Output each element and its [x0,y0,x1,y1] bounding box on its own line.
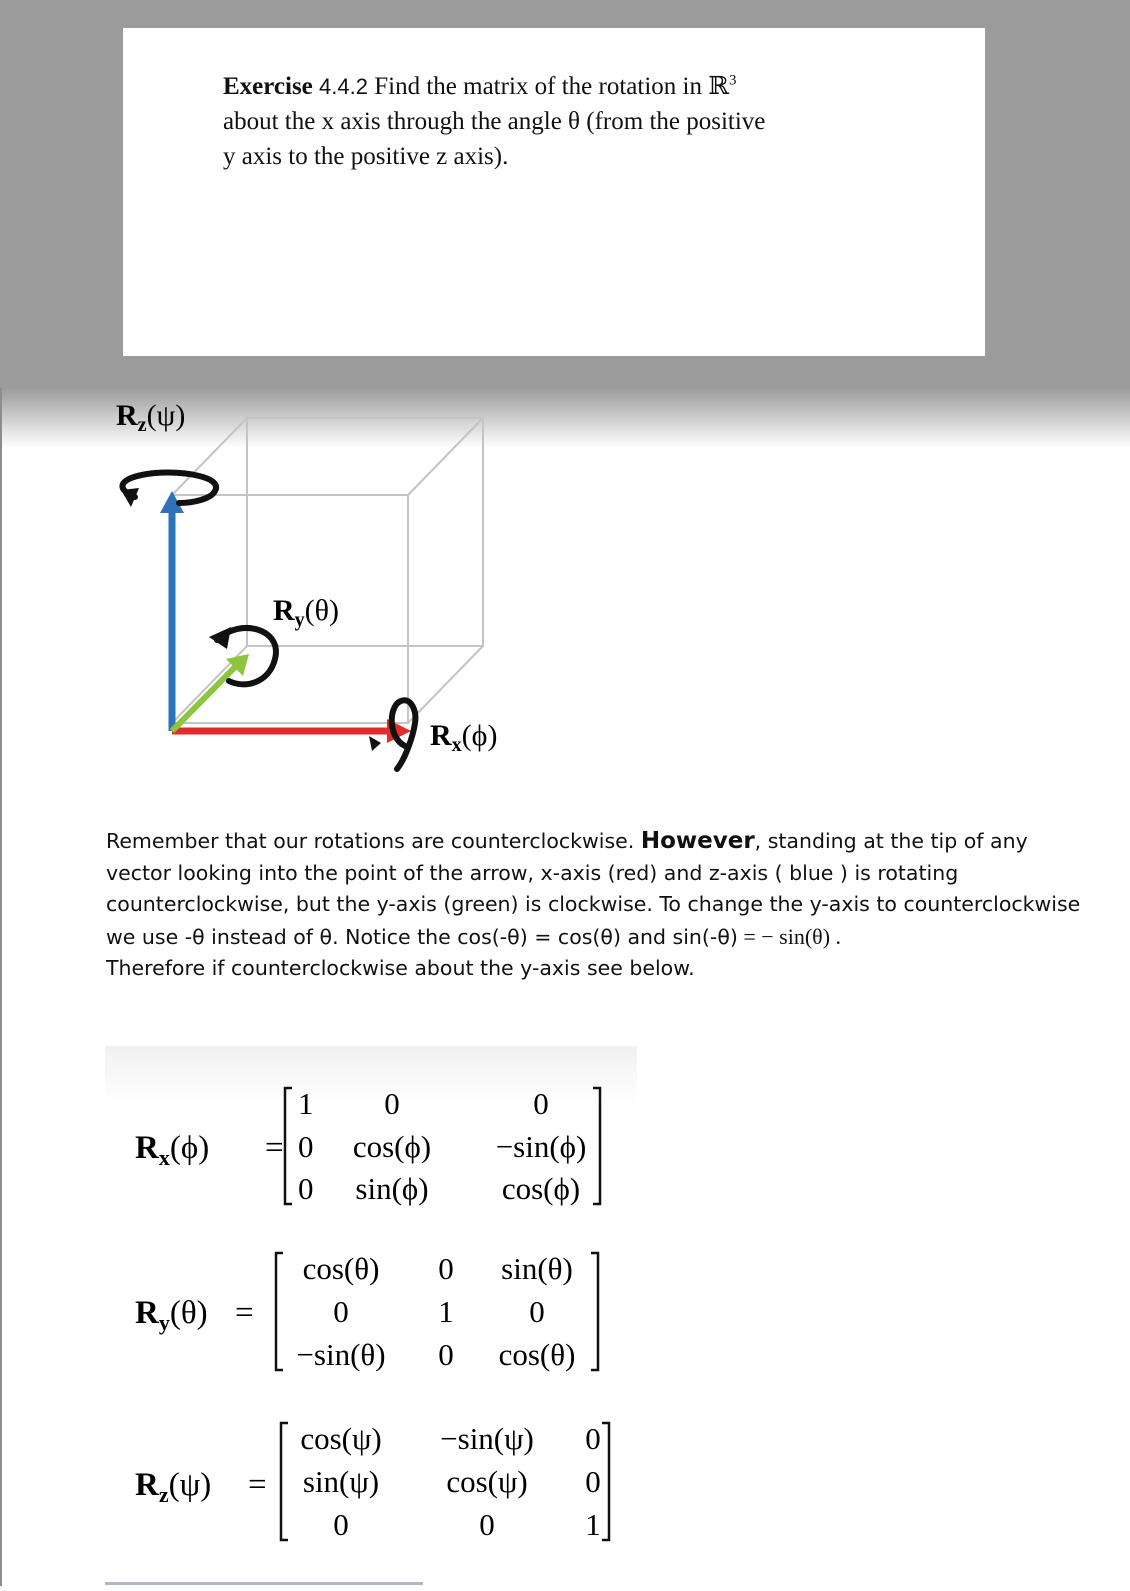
exercise-card [123,28,985,356]
rx-cell: 1 [298,1086,314,1121]
rz-bracket-left [281,1423,288,1540]
note-line1: Remember that our rotations are counterclockwise. However, standing at the tip of any [106,828,1028,854]
rx-cell: cos(ϕ) [352,1129,432,1164]
exercise-text [223,68,863,174]
exercise-line2: about the x axis through the angle θ (from the positive [223,108,766,135]
ry-cell: 0 [438,1251,454,1286]
matrix-rx [135,1086,600,1206]
ry-cell: cos(θ) [498,1337,576,1372]
rx-cell: 0 [384,1086,400,1121]
rx-equals: = [265,1130,284,1166]
note-line5: Therefore if counterclockwise about the y-axis see below. [106,956,695,980]
rx-cell: 0 [298,1129,314,1164]
rz-cell: 0 [585,1421,601,1456]
ry-bracket-left [276,1253,283,1370]
ry-equals: = [235,1295,254,1331]
ry-matrix-label: $R_y(\theta)$ [135,1295,208,1335]
rz-cell: 0 [479,1507,495,1542]
rx-cell: −sin(ϕ) [495,1129,587,1164]
rz-cell: sin(ψ) [302,1464,380,1499]
rz-cell: 0 [333,1507,349,1542]
ry-cell: 0 [438,1337,454,1372]
cube-wireframe [172,418,483,723]
note-line3: counterclockwise, but the y-axis (green) is clockwise. To change the y-axis to counterclockwise [106,892,1081,916]
ry-cell: 0 [333,1294,349,1329]
rz-equals: = [248,1467,267,1503]
rx-cell: 0 [533,1086,549,1121]
rx-bracket-right [593,1088,600,1204]
rotation-diagram [105,395,565,815]
ry-cell: 1 [438,1294,454,1329]
z-axis-arrow [160,491,184,731]
exercise-line1: Find the matrix of the rotation in [374,73,702,100]
rx-cell: 0 [298,1171,314,1206]
left-border [0,388,2,1586]
rz-cell: 0 [585,1464,601,1499]
rx-cell: sin(ϕ) [355,1171,429,1206]
rz-matrix-label: $R_z(\psi)$ [135,1467,212,1507]
ry-cell: cos(θ) [302,1251,380,1286]
rz-cell: −sin(ψ) [440,1421,534,1456]
rz-cell: 1 [585,1507,601,1542]
note-line2: vector looking into the point of the arrow, x-axis (red) and z-axis ( blue ) is rotating [106,860,959,885]
matrix-ry [135,1251,598,1372]
matrix-equations [105,1046,637,1586]
rz-bracket-right [602,1423,609,1540]
rz-label: $R_z(\psi)$ [116,399,186,436]
exercise-number: 4.4.2 [319,74,368,99]
bottom-rule [105,1582,423,1585]
space-exponent: 3 [729,72,737,89]
exercise-line3: y axis to the positive z axis). [223,143,509,170]
rz-cell: cos(ψ) [300,1421,382,1456]
explanation-text [106,826,1106,985]
rz-cell: cos(ψ) [446,1464,528,1499]
rx-label: $R_x(\phi)$ [430,719,498,756]
rx-matrix-label: $R_x(\phi)$ [135,1130,210,1170]
ry-label: $R_y(\theta)$ [273,594,340,631]
matrix-rz [135,1421,609,1542]
rotation-matrices [105,1046,637,1586]
ry-cell: −sin(θ) [296,1337,386,1372]
rx-cell: cos(ϕ) [501,1171,581,1206]
ry-cell: sin(θ) [501,1251,573,1286]
rx-bracket-left [285,1088,292,1204]
ry-cell: 0 [529,1294,545,1329]
note-line4: we use -θ instead of θ. Notice the cos(-θ) = cos(θ) and sin(-θ) = − sin(θ) . [106,923,842,949]
ry-bracket-right [591,1253,598,1370]
exercise-label: Exercise [223,73,313,100]
y-axis-arrow [172,654,249,731]
space-symbol: ℝ [708,71,729,100]
